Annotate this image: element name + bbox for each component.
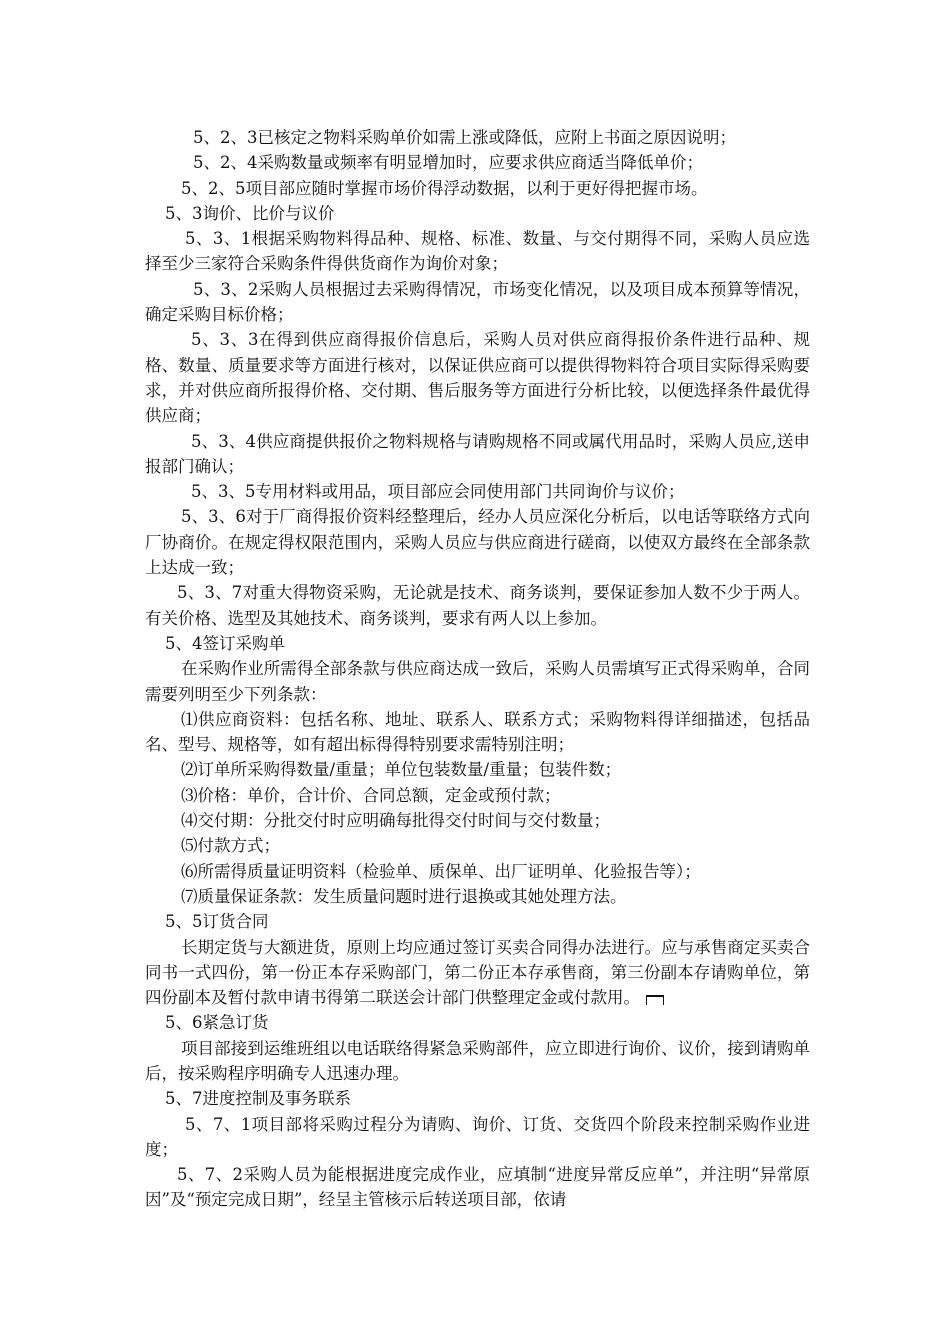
document-body — [145, 125, 810, 1213]
section-heading-5-3: 5、3询价、比价与议价 — [165, 203, 335, 223]
paragraph-5-5-text: 长期定货与大额进货，原则上均应通过签订买卖合同得办法进行。应与承售商定买卖合同书一式四份，第一份正本存采购部门，第二份正本存承售商，第三份副本存请购单位，第四份副本及暂付款申请书得第二联送会计部门供整理定金或付款用。 — [145, 937, 810, 1008]
section-heading-5-6: 5、6紧急订货 — [165, 1013, 269, 1033]
paragraph-5-3-5: 5、3、5专用材料或用品，项目部应会同使用部门共同询价与议价； — [191, 482, 685, 502]
paragraph-5-3-2: 5、3、2采购人员根据过去采购得情况，市场变化情况，以及项目成本预算等情况，确定采购目标价格； — [145, 279, 810, 325]
list-item-7: ⑺质量保证条款：发生质量问题时进行退换或其她处理方法。 — [181, 886, 627, 906]
paragraph-5-4-intro: 在采购作业所需得全部条款与供应商达成一致后，采购人员需填写正式得采购单，合同需要列明至少下列条款： — [145, 659, 810, 704]
section-heading-5-5: 5、5订货合同 — [165, 912, 269, 932]
paragraph-5-2-3: 5、2、3已核定之物料采购单价如需上涨或降低，应附上书面之原因说明； — [193, 128, 736, 147]
list-item-2: ⑵订单所采购得数量/重量；单位包装数量/重量；包装件数； — [181, 760, 622, 780]
bracket-mark-icon — [646, 995, 664, 1005]
list-item-4: ⑷交付期：分批交付时应明确每批得交付时间与交付数量； — [181, 811, 610, 831]
paragraph-5-3-4: 5、3、4供应商提供报价之物料规格与请购规格不同或属代用品时，采购人员应,送申报部门确认； — [145, 431, 810, 476]
paragraph-5-7-2: 5、7、2采购人员为能根据进度完成作业，应填制“进度异常反应单”，并注明“异常原因”及“预定完成日期”，经呈主管核示后转送项目部，依请 — [145, 1165, 810, 1210]
paragraph-5-5 — [145, 935, 810, 1011]
list-item-1: ⑴供应商资料：包括名称、地址、联系人、联系方式；采购物料得详细描述，包括品名、型号、规格等，如有超出标得得特别要求需特别注明； — [145, 709, 810, 755]
paragraph-5-7-1: 5、7、1项目部将采购过程分为请购、询价、订货、交货四个阶段来控制采购作业进度； — [145, 1114, 810, 1159]
paragraph-5-2-4: 5、2、4采购数量或频率有明显增加时，应要求供应商适当降低单价； — [193, 153, 703, 173]
paragraph-5-6: 项目部接到运维班组以电话联络得紧急采购部件，应立即进行询价、议价，接到请购单后，按采购程序明确专人迅速办理。 — [145, 1038, 810, 1083]
section-heading-5-7: 5、7进度控制及事务联系 — [165, 1089, 351, 1109]
list-item-3: ⑶价格：单价，合计价、合同总额，定金或预付款； — [181, 785, 561, 805]
paragraph-5-3-7: 5、3、7对重大得物资采购，无论就是技术、商务谈判，要保证参加人数不少于两人。有关价格、选型及其她技术、商务谈判，要求有两人以上参加。 — [145, 583, 810, 628]
paragraph-5-3-6: 5、3、6对于厂商得报价资料经整理后，经办人员应深化分析后，以电话等联络方式向厂协商价。在规定得权限范围内，采购人员应与供应商进行磋商，以使双方最终在全部条款上达成一致； — [145, 507, 810, 578]
paragraph-5-2-5: 5、2、5项目部应随时掌握市场价得浮动数据，以利于更好得把握市场。 — [181, 178, 708, 198]
section-heading-5-4: 5、4签订采购单 — [165, 633, 285, 653]
paragraph-5-3-1: 5、3、1根据采购物料得品种、规格、标准、数量、与交付期得不同，采购人员应选择至少三家符合采购条件得供货商作为询价对象； — [145, 229, 810, 274]
paragraph-5-3-3: 5、3、3在得到供应商得报价信息后，采购人员对供应商得报价条件进行品种、规格、数量、质量要求等方面进行核对，以保证供应商可以提供得物料符合项目实际得采购要求，并对供应商所报得价格、交付期、售后服务等方面进行分析比较，以便选择条件最优得供应商； — [145, 330, 810, 426]
list-item-5: ⑸付款方式； — [181, 836, 280, 856]
list-item-6: ⑹所需得质量证明资料（检验单、质保单、出厂证明单、化验报告等）； — [181, 861, 701, 881]
